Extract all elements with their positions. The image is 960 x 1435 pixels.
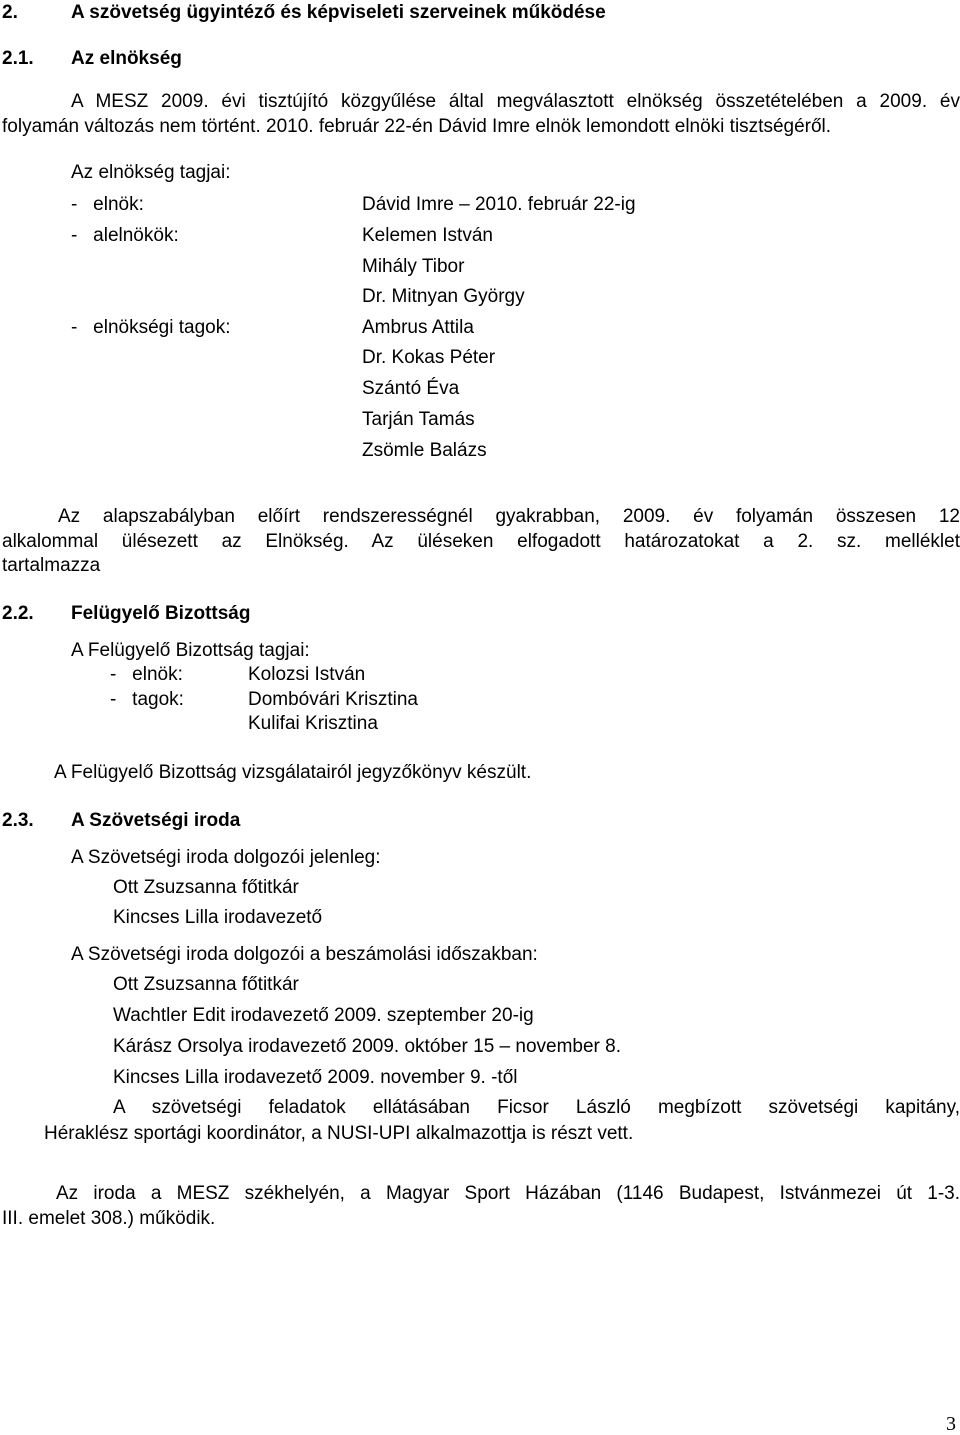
staff-label: A Szövetségi iroda dolgozói a beszámolási időszakban: [71,944,538,965]
role-label: - alelnökök: [71,225,179,246]
staff-item: Wachtler Edit irodavezető 2009. szeptember 20-ig [113,1005,534,1026]
members-label: A Felügyelő Bizottság tagjai: [71,640,310,661]
staff-item: Kárász Orsolya irodavezető 2009. október 15 – november 8. [113,1036,622,1057]
subsection-number: 2.1. [2,48,34,69]
intro-line: A MESZ 2009. évi tisztújító közgyűlése által megválasztott elnökség összetételében a 2009. év [71,91,960,112]
paragraph-line: Az iroda a MESZ székhelyén, a Magyar Sport Házában (1146 Budapest, Istvánmezei út 1-3. [56,1183,960,1204]
member-name: Szántó Éva [362,378,460,399]
subsection-title: A Szövetségi iroda [71,810,241,831]
section-title: A szövetség ügyintéző és képviseleti szerveinek működése [71,2,606,23]
staff-label: A Szövetségi iroda dolgozói jelenleg: [71,847,381,868]
paragraph-line: III. emelet 308.) működik. [2,1208,216,1229]
member-name: Dr. Mitnyan György [362,286,525,307]
member-name: Dombóvári Krisztina [248,689,418,710]
members-label: Az elnökség tagjai: [71,162,231,183]
member-name: Ambrus Attila [362,317,474,338]
staff-item: Kincses Lilla irodavezető [113,907,323,928]
paragraph-line: alkalommal ülésezett az Elnökség. Az üléseken elfogadott határozatokat a 2. sz. melléklet [2,531,960,552]
paragraph-line: A szövetségi feladatok ellátásában Ficsor László megbízott szövetségi kapitány, [113,1097,960,1118]
role-label: - elnökségi tagok: [71,317,231,338]
paragraph-line: tartalmazza [2,555,101,576]
member-name: Tarján Tamás [362,409,475,430]
member-name: Mihály Tibor [362,256,465,277]
subsection-number: 2.2. [2,603,34,624]
note: A Felügyelő Bizottság vizsgálatairól jegyzőkönyv készült. [54,762,532,783]
staff-item: Ott Zsuzsanna főtitkár [113,877,299,898]
role-label: - tagok: [110,689,184,710]
role-label: - elnök: [71,194,144,215]
member-name: Dávid Imre – 2010. február 22-ig [362,194,636,215]
role-label: - elnök: [110,664,183,685]
member-name: Kulifai Krisztina [248,713,378,734]
member-name: Zsömle Balázs [362,440,487,461]
subsection-title: Az elnökség [71,48,182,69]
page-number: 3 [946,1413,956,1435]
staff-item: Kincses Lilla irodavezető 2009. november 9. -től [113,1067,518,1088]
paragraph-line: Az alapszabályban előírt rendszerességnél gyakrabban, 2009. év folyamán összesen 12 [58,506,960,527]
intro-line: folyamán változás nem történt. 2010. február 22-én Dávid Imre elnök lemondott elnöki tisztségéről. [2,116,832,137]
subsection-title: Felügyelő Bizottság [71,603,251,624]
member-name: Kelemen István [362,225,493,246]
section-number: 2. [2,2,18,23]
paragraph-line: Héraklész sportági koordinátor, a NUSI-UPI alkalmazottja is részt vett. [44,1123,634,1144]
staff-item: Ott Zsuzsanna főtitkár [113,974,299,995]
member-name: Dr. Kokas Péter [362,347,496,368]
member-name: Kolozsi István [248,664,366,685]
subsection-number: 2.3. [2,810,34,831]
